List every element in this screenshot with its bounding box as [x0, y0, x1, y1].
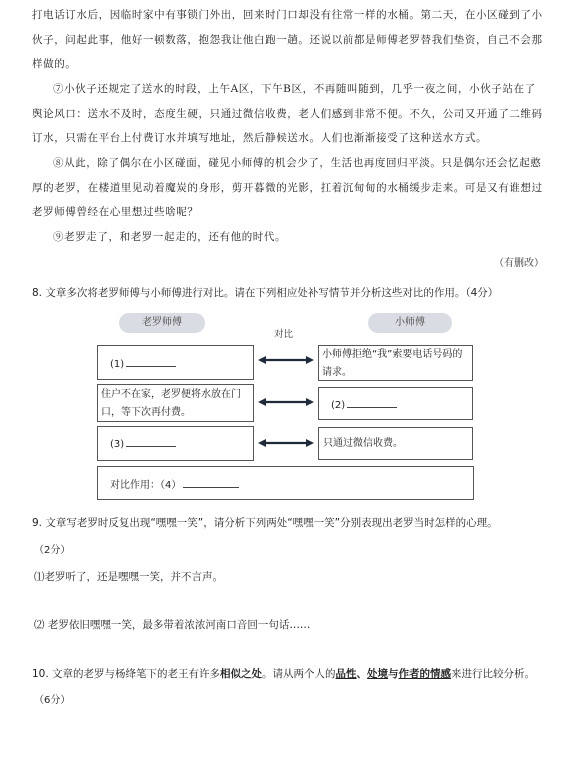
- edit-note: （有删改）: [494, 258, 544, 269]
- q10-mid: 。请从两个人的: [262, 668, 336, 680]
- question-10-score: （6分）: [34, 695, 71, 706]
- double-arrow-icon: [258, 438, 314, 448]
- row3-right-box: [318, 427, 473, 460]
- q10-keyword-author-feeling: 作者的情感: [398, 668, 452, 680]
- double-arrow-icon: [258, 397, 314, 407]
- row2-left-text: 住户不在家，老罗便将水放在门口，等下次再付费。: [101, 389, 241, 418]
- question-9-stem: 9. 文章写老罗时反复出现“嘿嘿一笑”，请分析下列两处“嘿嘿一笑”分别表现出老罗当时怎样的心理。: [32, 517, 498, 529]
- row1-left-box: [97, 345, 254, 380]
- question-9-sub1: ⑴老罗听了，还是嘿嘿一笑，并不言声。: [34, 571, 223, 583]
- q10-prefix: 10. 文章的老罗与杨绛笔下的老王有许多: [32, 668, 221, 680]
- contrast-label: 对比: [274, 329, 294, 340]
- q10-emphasis-similar: 相似之处: [220, 668, 263, 680]
- row2-right-label: (2): [331, 400, 346, 411]
- answer-blank-4[interactable]: [183, 476, 239, 488]
- passage-paragraph-8: ⑧从此，除了偶尔在小区碰面，碰见小师傅的机会少了，生活也再度回归平淡。只是偶尔还会忆起憨厚的老罗，在楼道里见动着魔炭的身形，剪开暮微的光影，扛着沉甸甸的水桶缓步走来。可是又有谁想过老罗师傅曾经在心里想过些啥呢？: [32, 157, 543, 218]
- row2-left-box: [97, 384, 254, 422]
- row1-right-text: 小师傅拒绝“我”索要电话号码的请求。: [322, 349, 463, 378]
- passage-paragraph-7: ⑦小伙子还规定了送水的时段，上午A区，下午B区，不再随叫随到，几乎一夜之间，小伙子站在了舆论风口：送水不及时，态度生硬，只通过微信收费，老人们感到非常不便。不久，公司又开通了二维码订水，只需在平台上付费订水并填写地址，然后静候送水。人们也渐渐接受了这种送水方式。: [32, 83, 543, 144]
- q10-sep1: 、: [356, 668, 368, 680]
- answer-blank-2[interactable]: [347, 396, 397, 408]
- question-8-stem: 8. 文章多次将老罗师傅与小师傅进行对比。请在下列相应处补写情节并分析这些对比的作用。（4分）: [32, 287, 499, 299]
- row1-right-box: [318, 345, 473, 381]
- passage-paragraph-9: ⑨老罗走了，和老罗一起走的，还有他的时代。: [53, 231, 287, 243]
- passage-paragraph-1: 打电话订水后，因临时家中有事锁门外出，回来时门口却没有往常一样的水桶。第二天，在小区碰到了小伙子，问起此事，他好一顿数落，抱怨我让他白跑一趟。还说以前都是师傅老罗替我们垫资，自己不会那样做的。: [32, 9, 543, 70]
- effect-box: [97, 466, 474, 500]
- header-young-master: 小师傅: [368, 313, 452, 333]
- question-9-score: （2分）: [34, 545, 71, 556]
- q10-keyword-situation: 处境: [367, 668, 389, 680]
- row1-left-label: (1): [110, 359, 125, 370]
- q10-sep2: 与: [388, 668, 399, 680]
- q10-suffix: 来进行比较分析。: [451, 668, 536, 680]
- effect-label: 对比作用：（4）: [110, 480, 182, 491]
- answer-blank-1[interactable]: [126, 355, 176, 367]
- row3-left-box: [97, 426, 254, 461]
- question-10-stem: [32, 664, 535, 684]
- header-old-luo: 老罗师傅: [119, 313, 205, 333]
- question-9-sub2: ⑵ 老罗依旧嘿嘿一笑，最多带着浓浓河南口音回一句话……: [34, 619, 311, 631]
- row3-right-text: 只通过微信收费。: [323, 438, 403, 449]
- q10-keyword-character: 品性: [335, 668, 357, 680]
- row2-right-box: [318, 387, 473, 420]
- answer-blank-3[interactable]: [126, 435, 176, 447]
- row3-left-label: (3): [110, 439, 125, 450]
- double-arrow-icon: [258, 355, 314, 365]
